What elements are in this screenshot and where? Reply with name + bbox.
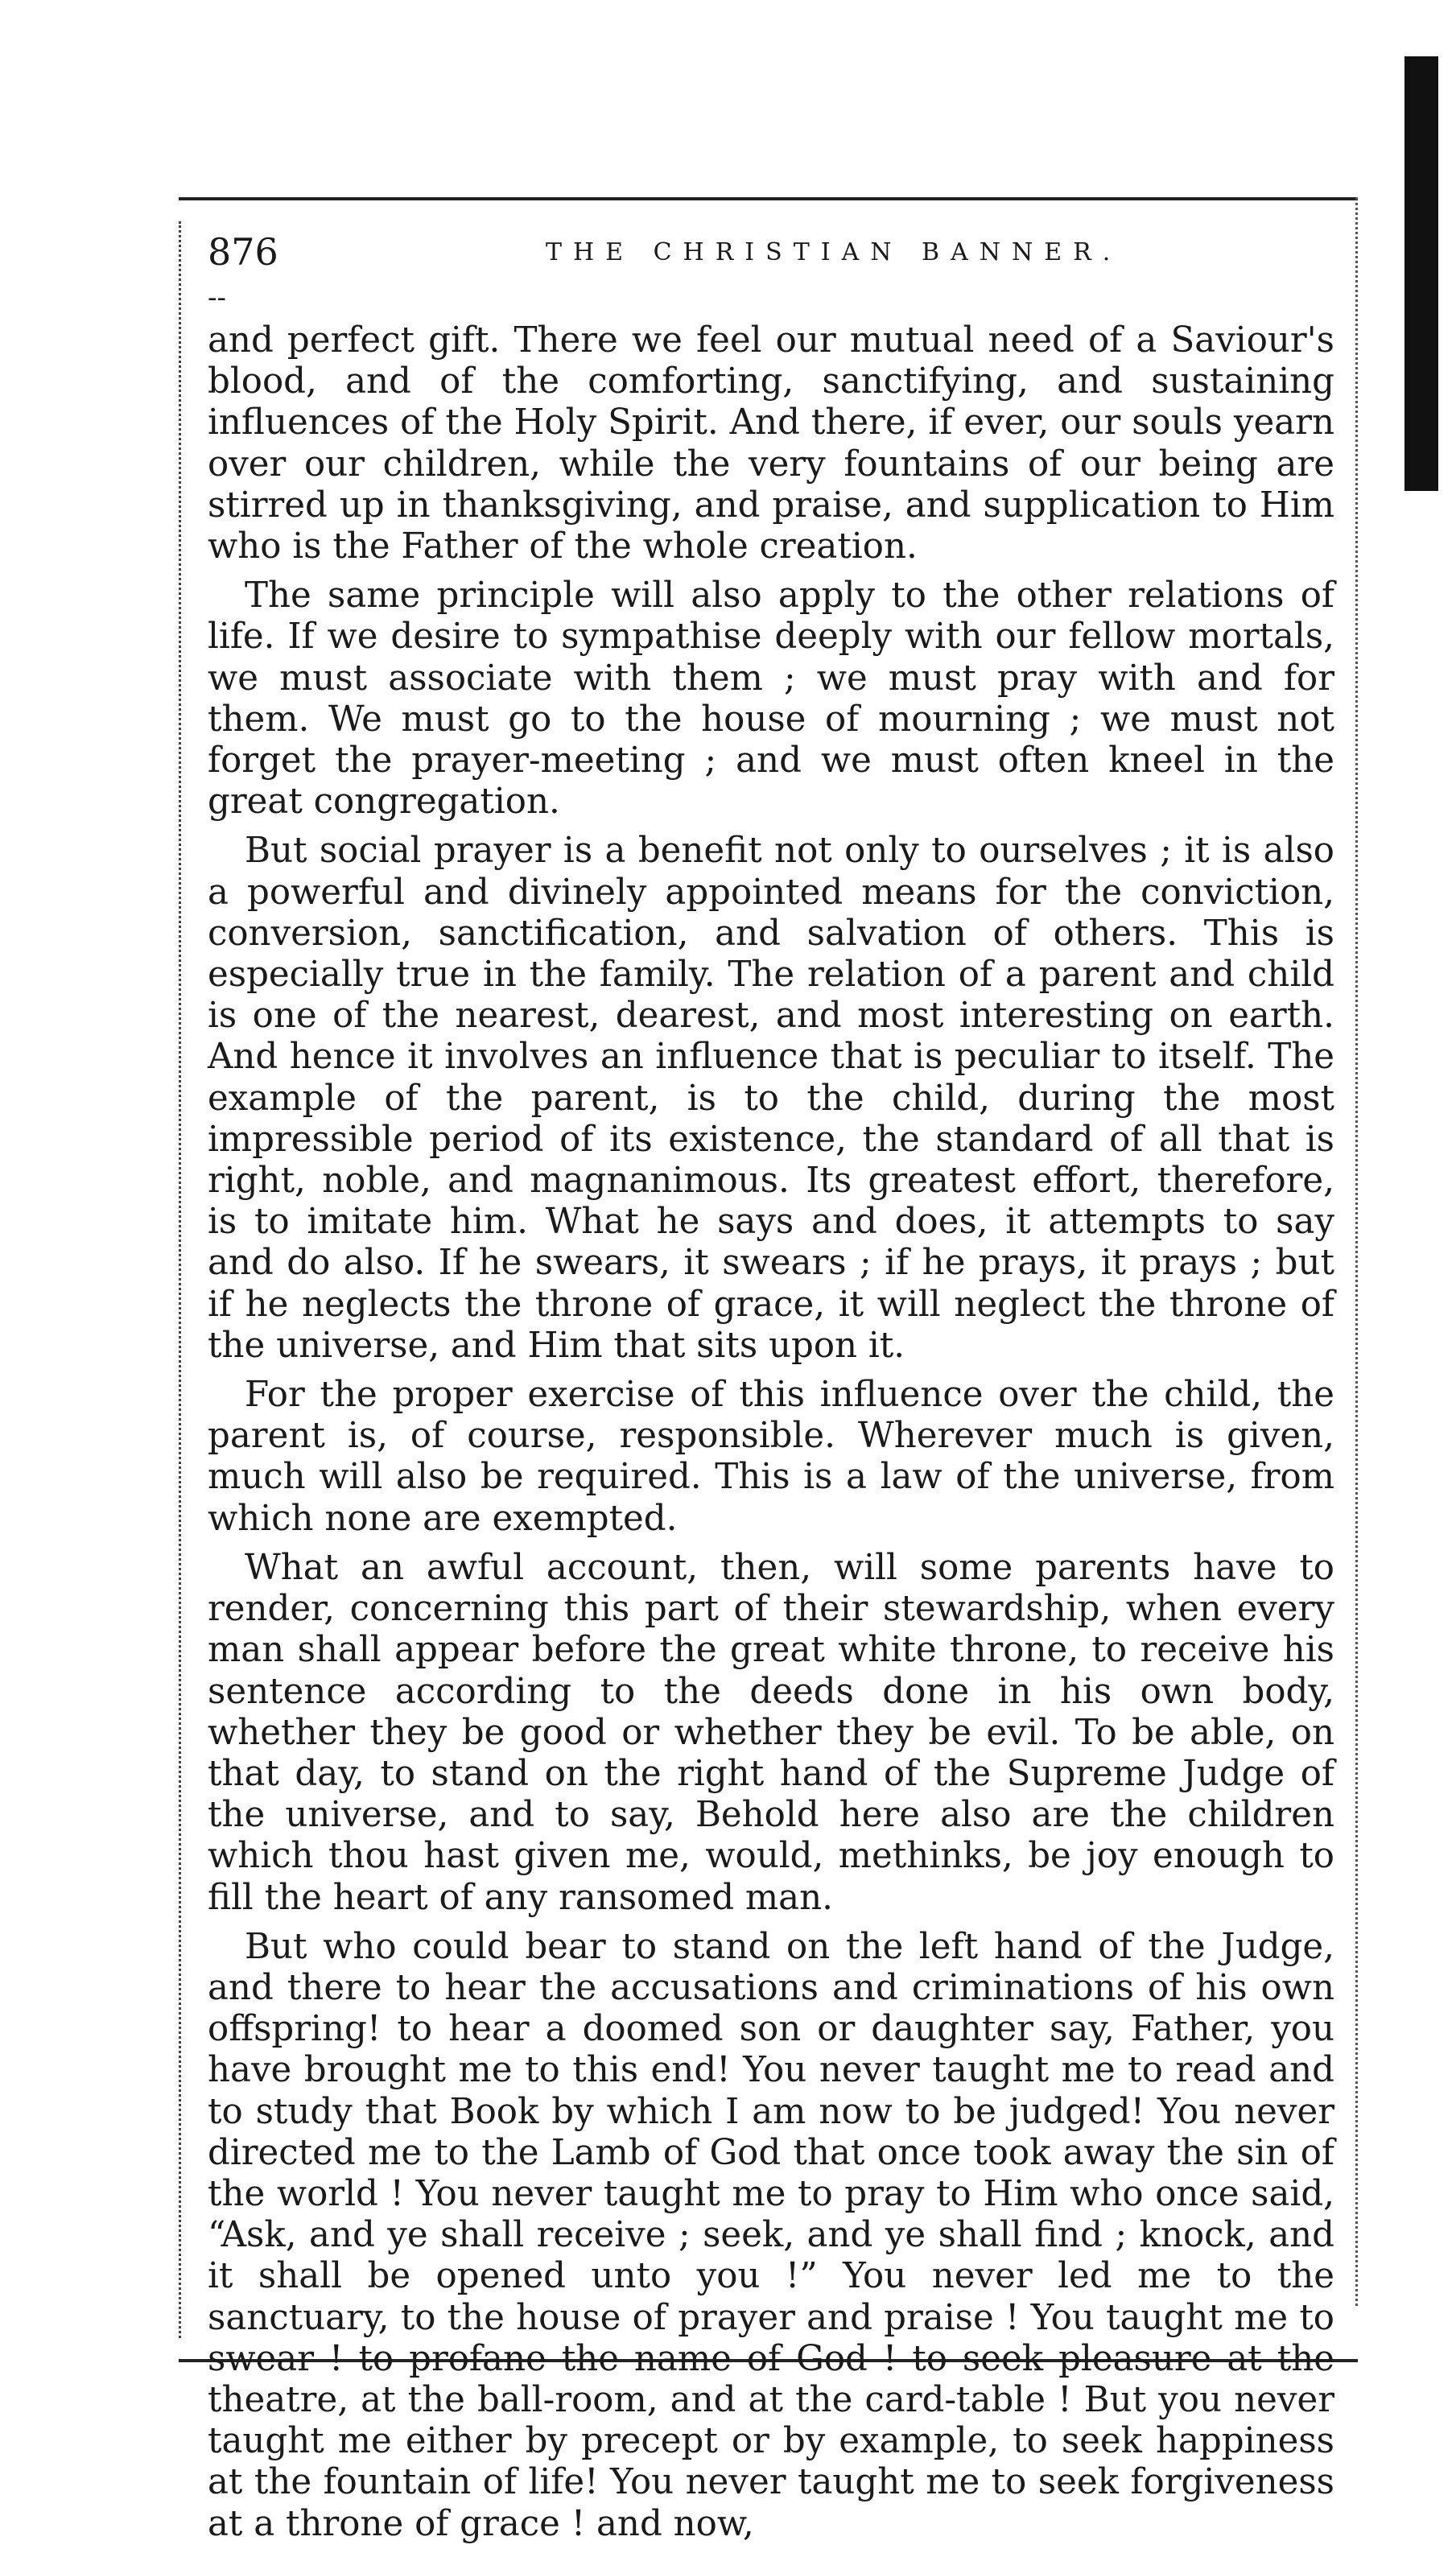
paragraph-2: The same principle will also apply to the other relations of life. If we desire to sympathise deeply with our fellow mortals, we must associate with them ; we must pray with and for them. We must go to the house of mourning ; we must not forget the prayer-meeting ; and we must often kneel in the great congregation. — [208, 575, 1334, 823]
dash-mark: -- — [208, 282, 226, 314]
page-header — [208, 228, 1343, 276]
paragraph-6: But who could bear to stand on the left hand of the Judge, and there to hear the accusations and criminations of his own offspring! to hear a doomed son or daughter say, Father, you have brought me to this end! You never taught me to read and to study that Book by which I am now to be judged! You never directed me to the Lamb of God that once took away the sin of the world ! You never taught me to pray to Him who once said, “Ask, and ye shall receive ; seek, and ye shall find ; knock, and it shall be opened unto you !” You never led me to the sanctuary, to the house of prayer and praise ! You taught me to swear ! to profane the name of God ! to seek pleasure at the theatre, at the ball-room, and at the card-table ! But you never taught me either by precept or by example, to seek happiness at the fountain of life! You never taught me to seek forgiveness at a throne of grace ! and now, — [208, 1926, 1334, 2544]
page-number: 876 — [208, 230, 278, 274]
paragraph-1: and perfect gift. There we feel our mutual need of a Saviour's blood, and of the comforting, sanctifying, and sustaining influences of the Holy Spirit. And there, if ever, our souls yearn over our children, while the very fountains of our being are stirred up in thanksgiving, and praise, and supplication to Him who is the Father of the whole creation. — [208, 320, 1334, 567]
article-body — [208, 320, 1334, 2553]
paragraph-5: What an awful account, then, will some parents have to render, concerning this part of their stewardship, when every man shall appear before the great white throne, to receive his sentence according to the deeds done in his own body, whether they be good or whether they be evil. To be able, on that day, to stand on the right hand of the Supreme Judge of the universe, and to say, Behold here also are the children which thou hast given me, would, methinks, be joy enough to fill the heart of any ransomed man. — [208, 1547, 1334, 1918]
paragraph-3: But social prayer is a benefit not only to ourselves ; it is also a powerful and divinely appointed means for the conviction, conversion, sanctification, and salvation of others. This is especially true in the family. The relation of a parent and child is one of the nearest, dearest, and most interesting on earth. And hence it involves an influence that is peculiar to itself. The example of the parent, is to the child, during the most impressible period of its existence, the standard of all that is right, noble, and magnanimous. Its greatest effort, therefore, is to imitate him. What he says and does, it attempts to say and do also. If he swears, it swears ; if he prays, it prays ; but if he neglects the throne of grace, it will neglect the throne of the universe, and Him that sits upon it. — [208, 831, 1334, 1366]
top-rule — [179, 197, 1358, 200]
running-title: THE CHRISTIAN BANNER. — [546, 238, 1122, 266]
left-margin-rule — [179, 221, 184, 2338]
paragraph-4: For the proper exercise of this influence over the child, the parent is, of course, responsible. Wherever much is given, much will also be required. This is a law of the universe, from which none are exempted. — [208, 1375, 1334, 1539]
binding-edge-shadow — [1404, 56, 1438, 491]
right-margin-rule — [1353, 197, 1358, 2306]
